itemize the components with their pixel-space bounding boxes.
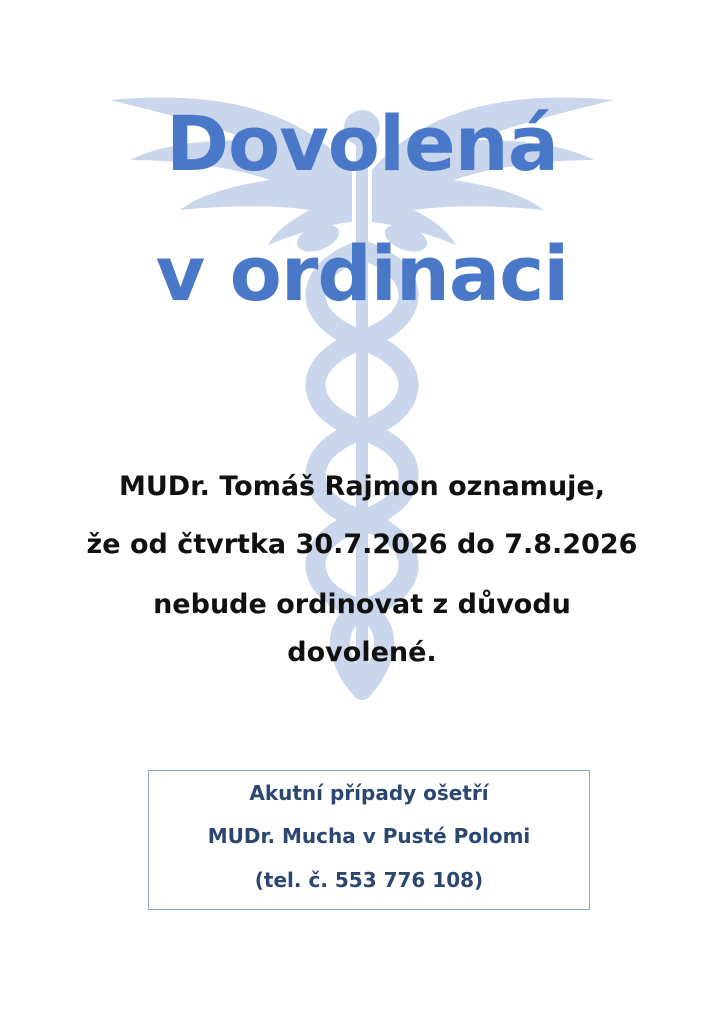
announcement-line-2: že od čtvrtka 30.7.2026 do 7.8.2026 xyxy=(86,529,638,560)
title-line-1: Dovolená xyxy=(165,99,559,188)
notice-line-1: Akutní případy ošetří xyxy=(249,781,489,805)
announcement-line-1: MUDr. Tomáš Rajmon oznamuje, xyxy=(119,471,605,502)
announcement-line-3: nebude ordinovat z důvodu xyxy=(153,589,571,620)
title-line-2: v ordinaci xyxy=(155,229,569,318)
notice-line-2: MUDr. Mucha v Pusté Polomi xyxy=(207,824,531,848)
notice-phone: (tel. č. 553 776 108) xyxy=(254,868,484,892)
announcement-line-4: dovolené. xyxy=(287,637,437,668)
emergency-notice-box xyxy=(148,770,590,910)
